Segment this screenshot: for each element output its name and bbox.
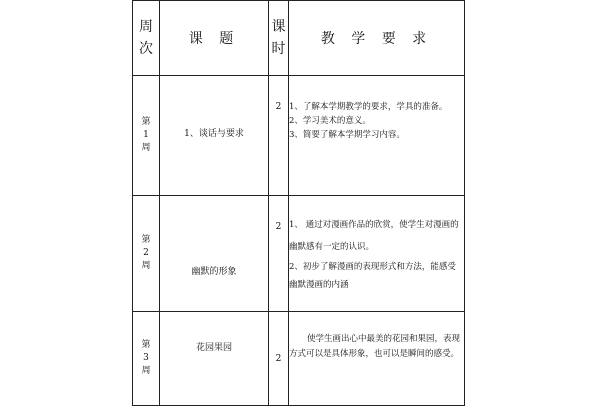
table-row bbox=[133, 196, 465, 312]
requirement-line: 1、了解本学期教学的要求，学具的准备。 bbox=[289, 102, 448, 112]
hours-cell: 2 bbox=[269, 312, 289, 406]
requirement-line: 使学生画出心中最美的花园和果园，表现方式可以是具体形象，也可以是瞬间的感受。 bbox=[289, 334, 461, 359]
teaching-schedule-table bbox=[132, 0, 465, 406]
topic-cell: 花园果园 bbox=[160, 312, 269, 406]
requirement-line: 1、 通过对漫画作品的欣赏，使学生对漫画的幽默感有一定的认识。 bbox=[289, 220, 459, 252]
requirements-cell bbox=[289, 196, 465, 312]
header-row bbox=[133, 1, 465, 76]
topic-cell: 幽默的形象 bbox=[160, 196, 269, 312]
header-hours: 课 时 bbox=[269, 1, 289, 76]
table-row bbox=[133, 76, 465, 196]
topic-cell: 1、谈话与要求 bbox=[160, 76, 269, 196]
requirement-line: 2、初步了解漫画的表现形式和方法，能感受幽默漫画的内涵 bbox=[289, 262, 456, 290]
header-week: 周 次 bbox=[133, 1, 160, 76]
requirement-line: 3、简要了解本学期学习内容。 bbox=[289, 130, 405, 140]
requirements-cell bbox=[289, 76, 465, 196]
header-requirements: 教 学 要 求 bbox=[289, 1, 465, 76]
header-topic: 课 题 bbox=[160, 1, 269, 76]
hours-cell: 2 bbox=[269, 76, 289, 196]
week-cell: 第 1 周 bbox=[133, 76, 160, 196]
week-cell: 第 3 周 bbox=[133, 312, 160, 406]
table-row bbox=[133, 312, 465, 406]
week-cell: 第 2 周 bbox=[133, 196, 160, 312]
requirements-cell bbox=[289, 312, 465, 406]
hours-cell: 2 bbox=[269, 196, 289, 312]
requirement-line: 2、学习美术的意义。 bbox=[289, 116, 371, 126]
